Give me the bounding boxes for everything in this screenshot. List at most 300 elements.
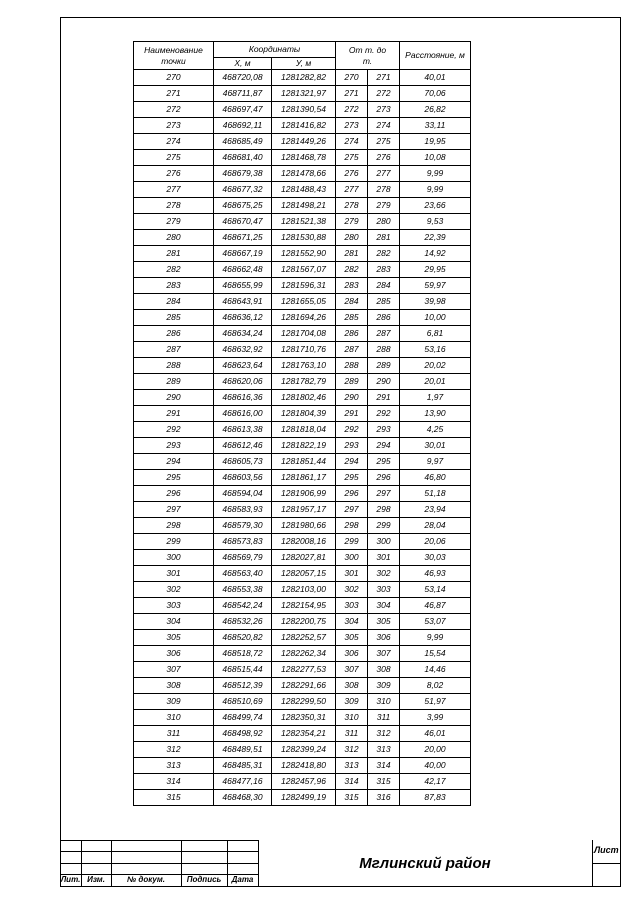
- point-name-cell: 311: [134, 726, 214, 742]
- header-y: У, м: [272, 58, 336, 70]
- x-cell: 468636,12: [214, 310, 272, 326]
- point-name-cell: 301: [134, 566, 214, 582]
- from-cell: 281: [336, 246, 368, 262]
- x-cell: 468667,19: [214, 246, 272, 262]
- to-cell: 286: [368, 310, 400, 326]
- to-cell: 288: [368, 342, 400, 358]
- title-block: [60, 840, 621, 887]
- table-row: [134, 134, 471, 150]
- x-cell: 468532,26: [214, 614, 272, 630]
- from-cell: 287: [336, 342, 368, 358]
- header-from-to: От т. до т.: [336, 42, 400, 70]
- point-name-cell: 300: [134, 550, 214, 566]
- to-cell: 280: [368, 214, 400, 230]
- distance-cell: 9,99: [400, 630, 471, 646]
- table-row: [134, 294, 471, 310]
- from-cell: 278: [336, 198, 368, 214]
- y-cell: 1281822,19: [272, 438, 336, 454]
- from-cell: 302: [336, 582, 368, 598]
- x-cell: 468573,83: [214, 534, 272, 550]
- point-name-cell: 307: [134, 662, 214, 678]
- to-cell: 294: [368, 438, 400, 454]
- x-cell: 468510,69: [214, 694, 272, 710]
- to-cell: 315: [368, 774, 400, 790]
- from-cell: 301: [336, 566, 368, 582]
- from-cell: 282: [336, 262, 368, 278]
- y-cell: 1282057,15: [272, 566, 336, 582]
- distance-cell: 23,94: [400, 502, 471, 518]
- point-name-cell: 312: [134, 742, 214, 758]
- table-row: [134, 550, 471, 566]
- x-cell: 468499,74: [214, 710, 272, 726]
- x-cell: 468515,44: [214, 662, 272, 678]
- table-row: [134, 726, 471, 742]
- point-name-cell: 292: [134, 422, 214, 438]
- x-cell: 468692,11: [214, 118, 272, 134]
- from-cell: 275: [336, 150, 368, 166]
- to-cell: 290: [368, 374, 400, 390]
- point-name-cell: 281: [134, 246, 214, 262]
- from-cell: 292: [336, 422, 368, 438]
- y-cell: 1281851,44: [272, 454, 336, 470]
- from-cell: 305: [336, 630, 368, 646]
- point-name-cell: 274: [134, 134, 214, 150]
- distance-cell: 20,06: [400, 534, 471, 550]
- y-cell: 1282354,21: [272, 726, 336, 742]
- point-name-cell: 296: [134, 486, 214, 502]
- y-cell: 1282154,95: [272, 598, 336, 614]
- point-name-cell: 310: [134, 710, 214, 726]
- to-cell: 302: [368, 566, 400, 582]
- header-distance: Расстояние, м: [400, 42, 471, 70]
- y-cell: 1281710,76: [272, 342, 336, 358]
- to-cell: 306: [368, 630, 400, 646]
- table-body: [134, 70, 471, 806]
- to-cell: 285: [368, 294, 400, 310]
- point-name-cell: 282: [134, 262, 214, 278]
- table-row: [134, 198, 471, 214]
- to-cell: 274: [368, 118, 400, 134]
- table-row: [134, 230, 471, 246]
- point-name-cell: 299: [134, 534, 214, 550]
- y-cell: 1282399,24: [272, 742, 336, 758]
- to-cell: 310: [368, 694, 400, 710]
- to-cell: 307: [368, 646, 400, 662]
- from-cell: 279: [336, 214, 368, 230]
- point-name-cell: 303: [134, 598, 214, 614]
- point-name-cell: 280: [134, 230, 214, 246]
- x-cell: 468679,38: [214, 166, 272, 182]
- distance-cell: 13,90: [400, 406, 471, 422]
- from-cell: 313: [336, 758, 368, 774]
- distance-cell: 29,95: [400, 262, 471, 278]
- y-cell: 1282008,16: [272, 534, 336, 550]
- point-name-cell: 309: [134, 694, 214, 710]
- table-row: [134, 358, 471, 374]
- to-cell: 289: [368, 358, 400, 374]
- to-cell: 278: [368, 182, 400, 198]
- y-cell: 1281655,05: [272, 294, 336, 310]
- x-cell: 468605,73: [214, 454, 272, 470]
- from-cell: 310: [336, 710, 368, 726]
- y-cell: 1282262,34: [272, 646, 336, 662]
- from-cell: 280: [336, 230, 368, 246]
- to-cell: 305: [368, 614, 400, 630]
- distance-cell: 40,01: [400, 70, 471, 86]
- table-row: [134, 70, 471, 86]
- x-cell: 468489,51: [214, 742, 272, 758]
- x-cell: 468616,00: [214, 406, 272, 422]
- x-cell: 468603,56: [214, 470, 272, 486]
- to-cell: 298: [368, 502, 400, 518]
- table-row: [134, 710, 471, 726]
- from-cell: 295: [336, 470, 368, 486]
- from-cell: 314: [336, 774, 368, 790]
- distance-cell: 9,99: [400, 166, 471, 182]
- point-name-cell: 291: [134, 406, 214, 422]
- from-cell: 296: [336, 486, 368, 502]
- x-cell: 468613,38: [214, 422, 272, 438]
- x-cell: 468677,32: [214, 182, 272, 198]
- sheet-label: Лист: [594, 845, 619, 855]
- table-row: [134, 614, 471, 630]
- distance-cell: 46,87: [400, 598, 471, 614]
- distance-cell: 53,14: [400, 582, 471, 598]
- point-name-cell: 294: [134, 454, 214, 470]
- table-row: [134, 454, 471, 470]
- stamp-doc-number-label: № докум.: [127, 875, 165, 884]
- table-row: [134, 422, 471, 438]
- distance-cell: 20,01: [400, 374, 471, 390]
- from-cell: 274: [336, 134, 368, 150]
- distance-cell: 53,07: [400, 614, 471, 630]
- y-cell: 1281321,97: [272, 86, 336, 102]
- to-cell: 314: [368, 758, 400, 774]
- to-cell: 281: [368, 230, 400, 246]
- from-cell: 284: [336, 294, 368, 310]
- to-cell: 292: [368, 406, 400, 422]
- to-cell: 283: [368, 262, 400, 278]
- y-cell: 1282200,75: [272, 614, 336, 630]
- distance-cell: 6,81: [400, 326, 471, 342]
- from-cell: 312: [336, 742, 368, 758]
- point-name-cell: 279: [134, 214, 214, 230]
- x-cell: 468634,24: [214, 326, 272, 342]
- y-cell: 1281763,10: [272, 358, 336, 374]
- to-cell: 308: [368, 662, 400, 678]
- to-cell: 273: [368, 102, 400, 118]
- distance-cell: 14,92: [400, 246, 471, 262]
- from-cell: 286: [336, 326, 368, 342]
- table-row: [134, 150, 471, 166]
- point-name-cell: 288: [134, 358, 214, 374]
- coordinates-table: [133, 41, 471, 806]
- from-cell: 308: [336, 678, 368, 694]
- y-cell: 1281552,90: [272, 246, 336, 262]
- y-cell: 1281694,26: [272, 310, 336, 326]
- x-cell: 468620,06: [214, 374, 272, 390]
- x-cell: 468583,93: [214, 502, 272, 518]
- from-cell: 315: [336, 790, 368, 806]
- y-cell: 1281468,78: [272, 150, 336, 166]
- table-row: [134, 694, 471, 710]
- from-cell: 293: [336, 438, 368, 454]
- distance-cell: 14,46: [400, 662, 471, 678]
- y-cell: 1282252,57: [272, 630, 336, 646]
- to-cell: 275: [368, 134, 400, 150]
- x-cell: 468477,16: [214, 774, 272, 790]
- from-cell: 291: [336, 406, 368, 422]
- distance-cell: 8,02: [400, 678, 471, 694]
- point-name-cell: 286: [134, 326, 214, 342]
- x-cell: 468512,39: [214, 678, 272, 694]
- y-cell: 1282027,81: [272, 550, 336, 566]
- distance-cell: 33,11: [400, 118, 471, 134]
- from-cell: 311: [336, 726, 368, 742]
- table-row: [134, 534, 471, 550]
- table-row: [134, 678, 471, 694]
- from-cell: 306: [336, 646, 368, 662]
- table-row: [134, 774, 471, 790]
- distance-cell: 9,99: [400, 182, 471, 198]
- to-cell: 311: [368, 710, 400, 726]
- y-cell: 1282299,50: [272, 694, 336, 710]
- distance-cell: 51,18: [400, 486, 471, 502]
- table-row: [134, 566, 471, 582]
- y-cell: 1281488,43: [272, 182, 336, 198]
- from-cell: 288: [336, 358, 368, 374]
- y-cell: 1281802,46: [272, 390, 336, 406]
- y-cell: 1282499,19: [272, 790, 336, 806]
- x-cell: 468498,92: [214, 726, 272, 742]
- to-cell: 309: [368, 678, 400, 694]
- table-row: [134, 342, 471, 358]
- distance-cell: 26,82: [400, 102, 471, 118]
- point-name-cell: 270: [134, 70, 214, 86]
- table-row: [134, 502, 471, 518]
- to-cell: 277: [368, 166, 400, 182]
- from-cell: 294: [336, 454, 368, 470]
- from-cell: 276: [336, 166, 368, 182]
- table-row: [134, 310, 471, 326]
- point-name-cell: 284: [134, 294, 214, 310]
- point-name-cell: 313: [134, 758, 214, 774]
- x-cell: 468643,91: [214, 294, 272, 310]
- table-row: [134, 406, 471, 422]
- point-name-cell: 278: [134, 198, 214, 214]
- y-cell: 1282277,53: [272, 662, 336, 678]
- to-cell: 287: [368, 326, 400, 342]
- from-cell: 290: [336, 390, 368, 406]
- table-row: [134, 438, 471, 454]
- from-cell: 297: [336, 502, 368, 518]
- x-cell: 468579,30: [214, 518, 272, 534]
- from-cell: 277: [336, 182, 368, 198]
- to-cell: 291: [368, 390, 400, 406]
- from-cell: 285: [336, 310, 368, 326]
- x-cell: 468518,72: [214, 646, 272, 662]
- from-cell: 298: [336, 518, 368, 534]
- from-cell: 272: [336, 102, 368, 118]
- distance-cell: 10,08: [400, 150, 471, 166]
- x-cell: 468685,49: [214, 134, 272, 150]
- y-cell: 1282103,00: [272, 582, 336, 598]
- table-row: [134, 518, 471, 534]
- x-cell: 468569,79: [214, 550, 272, 566]
- y-cell: 1281390,54: [272, 102, 336, 118]
- table-row: [134, 582, 471, 598]
- table-row: [134, 102, 471, 118]
- to-cell: 312: [368, 726, 400, 742]
- y-cell: 1281906,99: [272, 486, 336, 502]
- y-cell: 1281521,38: [272, 214, 336, 230]
- from-cell: 304: [336, 614, 368, 630]
- point-name-cell: 297: [134, 502, 214, 518]
- x-cell: 468612,46: [214, 438, 272, 454]
- distance-cell: 53,16: [400, 342, 471, 358]
- to-cell: 300: [368, 534, 400, 550]
- to-cell: 284: [368, 278, 400, 294]
- stamp-change-label: Изм.: [87, 875, 105, 884]
- table-row: [134, 182, 471, 198]
- distance-cell: 30,03: [400, 550, 471, 566]
- y-cell: 1281818,04: [272, 422, 336, 438]
- y-cell: 1281804,39: [272, 406, 336, 422]
- from-cell: 270: [336, 70, 368, 86]
- distance-cell: 59,97: [400, 278, 471, 294]
- table-row: [134, 630, 471, 646]
- x-cell: 468697,47: [214, 102, 272, 118]
- table-row: [134, 742, 471, 758]
- point-name-cell: 287: [134, 342, 214, 358]
- to-cell: 295: [368, 454, 400, 470]
- y-cell: 1281498,21: [272, 198, 336, 214]
- distance-cell: 4,25: [400, 422, 471, 438]
- y-cell: 1281478,66: [272, 166, 336, 182]
- table-row: [134, 486, 471, 502]
- to-cell: 303: [368, 582, 400, 598]
- from-cell: 273: [336, 118, 368, 134]
- district-title: Мглинский район: [359, 855, 491, 872]
- x-cell: 468671,25: [214, 230, 272, 246]
- x-cell: 468711,87: [214, 86, 272, 102]
- table-row: [134, 326, 471, 342]
- table-row: [134, 598, 471, 614]
- distance-cell: 39,98: [400, 294, 471, 310]
- table-row: [134, 390, 471, 406]
- y-cell: 1281861,17: [272, 470, 336, 486]
- point-name-cell: 285: [134, 310, 214, 326]
- distance-cell: 1,97: [400, 390, 471, 406]
- y-cell: 1282291,66: [272, 678, 336, 694]
- point-name-cell: 283: [134, 278, 214, 294]
- point-name-cell: 277: [134, 182, 214, 198]
- stamp-lit-label: Лит.: [60, 875, 81, 884]
- point-name-cell: 302: [134, 582, 214, 598]
- x-cell: 468485,31: [214, 758, 272, 774]
- table-row: [134, 86, 471, 102]
- to-cell: 279: [368, 198, 400, 214]
- point-name-cell: 306: [134, 646, 214, 662]
- to-cell: 276: [368, 150, 400, 166]
- table-row: [134, 470, 471, 486]
- table-row: [134, 278, 471, 294]
- from-cell: 303: [336, 598, 368, 614]
- from-cell: 289: [336, 374, 368, 390]
- to-cell: 297: [368, 486, 400, 502]
- point-name-cell: 298: [134, 518, 214, 534]
- x-cell: 468623,64: [214, 358, 272, 374]
- table-row: [134, 166, 471, 182]
- from-cell: 299: [336, 534, 368, 550]
- distance-cell: 22,39: [400, 230, 471, 246]
- point-name-cell: 271: [134, 86, 214, 102]
- from-cell: 271: [336, 86, 368, 102]
- y-cell: 1281782,79: [272, 374, 336, 390]
- to-cell: 271: [368, 70, 400, 86]
- x-cell: 468563,40: [214, 566, 272, 582]
- to-cell: 272: [368, 86, 400, 102]
- distance-cell: 9,97: [400, 454, 471, 470]
- x-cell: 468542,24: [214, 598, 272, 614]
- point-name-cell: 290: [134, 390, 214, 406]
- distance-cell: 20,02: [400, 358, 471, 374]
- x-cell: 468670,47: [214, 214, 272, 230]
- distance-cell: 46,93: [400, 566, 471, 582]
- y-cell: 1282350,31: [272, 710, 336, 726]
- y-cell: 1281416,82: [272, 118, 336, 134]
- y-cell: 1281957,17: [272, 502, 336, 518]
- distance-cell: 51,97: [400, 694, 471, 710]
- to-cell: 299: [368, 518, 400, 534]
- x-cell: 468675,25: [214, 198, 272, 214]
- distance-cell: 46,01: [400, 726, 471, 742]
- point-name-cell: 289: [134, 374, 214, 390]
- distance-cell: 30,01: [400, 438, 471, 454]
- x-cell: 468632,92: [214, 342, 272, 358]
- distance-cell: 40,00: [400, 758, 471, 774]
- y-cell: 1282418,80: [272, 758, 336, 774]
- to-cell: 304: [368, 598, 400, 614]
- x-cell: 468681,40: [214, 150, 272, 166]
- header-x: X, м: [214, 58, 272, 70]
- distance-cell: 9,53: [400, 214, 471, 230]
- distance-cell: 46,80: [400, 470, 471, 486]
- distance-cell: 15,54: [400, 646, 471, 662]
- y-cell: 1282457,96: [272, 774, 336, 790]
- distance-cell: 87,83: [400, 790, 471, 806]
- table-row: [134, 262, 471, 278]
- distance-cell: 28,04: [400, 518, 471, 534]
- table-row: [134, 662, 471, 678]
- table-row: [134, 790, 471, 806]
- distance-cell: 20,00: [400, 742, 471, 758]
- table-row: [134, 646, 471, 662]
- from-cell: 300: [336, 550, 368, 566]
- y-cell: 1281449,26: [272, 134, 336, 150]
- point-name-cell: 314: [134, 774, 214, 790]
- point-name-cell: 275: [134, 150, 214, 166]
- point-name-cell: 293: [134, 438, 214, 454]
- table-row: [134, 118, 471, 134]
- point-name-cell: 295: [134, 470, 214, 486]
- point-name-cell: 308: [134, 678, 214, 694]
- distance-cell: 19,95: [400, 134, 471, 150]
- point-name-cell: 315: [134, 790, 214, 806]
- x-cell: 468720,08: [214, 70, 272, 86]
- from-cell: 307: [336, 662, 368, 678]
- table-row: [134, 214, 471, 230]
